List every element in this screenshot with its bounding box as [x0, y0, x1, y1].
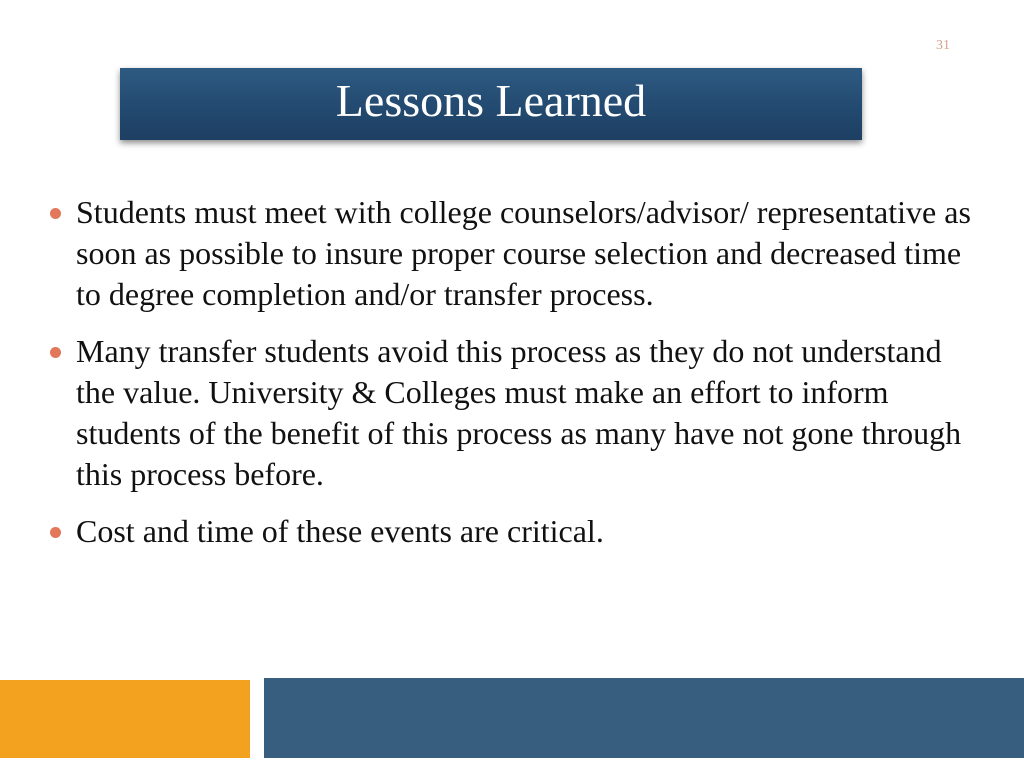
bullet-item — [48, 511, 988, 552]
title-banner — [120, 68, 862, 140]
bullet-text: Cost and time of these events are critical. — [76, 513, 604, 549]
slide-number: 31 — [936, 38, 950, 53]
bullet-item — [48, 331, 988, 495]
bullet-text: Students must meet with college counselors/advisor/ representative as soon as possible to insure proper course selection and decreased time to degree completion and/or transfer process. — [76, 194, 971, 312]
bullet-dot-icon — [50, 208, 61, 219]
bullet-list — [48, 192, 988, 552]
bullet-item — [48, 192, 988, 315]
bullet-dot-icon — [50, 527, 61, 538]
slide-content — [48, 192, 988, 568]
bullet-text: Many transfer students avoid this process as they do not understand the value. University & Colleges must make an effort to inform students of the benefit of this process as many have not gone through this process before. — [76, 333, 962, 492]
footer-blue-block — [264, 678, 1024, 758]
footer-orange-block — [0, 680, 250, 758]
slide-title: Lessons Learned — [335, 75, 647, 126]
bullet-dot-icon — [50, 347, 61, 358]
